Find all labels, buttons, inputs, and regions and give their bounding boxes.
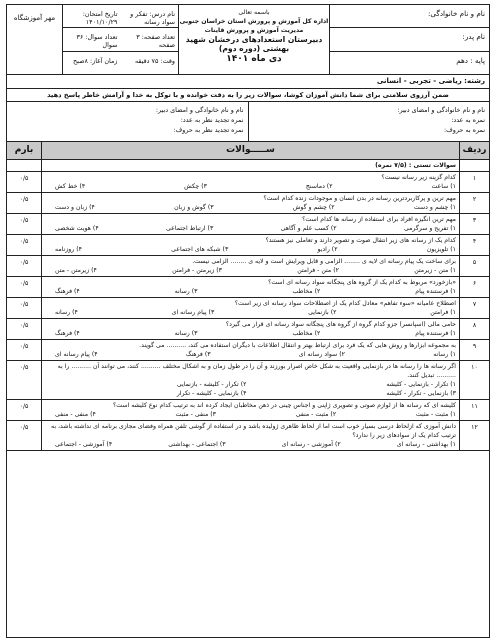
- exam-details: [7, 5, 179, 74]
- question-row: [7, 214, 489, 235]
- question-number: ۴: [459, 235, 489, 255]
- answer-option[interactable]: ۲) دماسنج: [305, 183, 333, 190]
- question-body: [41, 193, 459, 213]
- question-row: [7, 400, 489, 421]
- answer-option[interactable]: ۴) آموزشی - اجتماعی: [55, 441, 113, 448]
- question-body: [41, 340, 459, 360]
- answer-option[interactable]: ۱) تکرار - بازنمایی - کلیشه: [386, 381, 456, 388]
- start-time-label: زمان آغاز: ۸صبح: [73, 56, 118, 65]
- question-row: [7, 193, 489, 214]
- answer-option[interactable]: ۱) فرامتن: [430, 309, 456, 316]
- answer-options: [45, 410, 456, 419]
- question-number: ۵: [459, 256, 489, 276]
- answer-option[interactable]: ۱) رسانه: [433, 351, 456, 358]
- answer-option[interactable]: ۲) رادیو: [317, 246, 338, 253]
- question-score: ۰/۵: [19, 259, 29, 266]
- question-text: اصطلاح عامیانه «سوء تفاهم» معادل کدام یک از اصطلاحات سواد رسانه ای زیر است؟: [234, 300, 456, 307]
- question-row: [7, 256, 489, 277]
- answer-options: [45, 440, 456, 449]
- question-row: [7, 361, 489, 400]
- question-row: [7, 235, 489, 256]
- exam-header: [7, 5, 489, 75]
- review-signature-label: نام و نام خانوادگی و امضای دبیر:: [155, 106, 244, 114]
- answer-option[interactable]: ۱) فرستنده پیام: [415, 330, 456, 337]
- question-body: [41, 277, 459, 297]
- question-body: [41, 361, 459, 399]
- answer-option[interactable]: ۴) رسانه: [55, 309, 78, 316]
- question-score: ۰/۵: [19, 175, 29, 182]
- question-body: [41, 172, 459, 192]
- question-text: دانش آموزی که ازلحاظ درسی بسیار خوب است اما از لحاظ ظاهری ژولیده باشد و در استفاده از گوشی تلفن همراه وفضای مجازی برنامه ای نداشته باشد، به ترتیب کدام یک از سوادهای زیر را ندارد؟: [51, 423, 456, 439]
- question-number: ۱۲: [459, 421, 489, 450]
- question-number: ۱: [459, 172, 489, 192]
- question-text: حامی مالی (اسپانسر) جزو کدام گروه از گروه های پنجگانه سواد رسانه ای قرار می گیرد؟: [225, 321, 456, 328]
- department-line: اداره کل آموزش و پرورش استان خراسان جنوبی: [179, 18, 329, 25]
- answer-option[interactable]: ۲) تکرار - کلیشه - بازنمایی: [176, 381, 247, 388]
- question-score: ۰/۵: [19, 280, 29, 287]
- answer-options: [45, 380, 456, 398]
- question-number: ۸: [459, 319, 489, 339]
- review-letters-label: نمره تجدید نظر به حروف:: [173, 126, 244, 134]
- answer-option[interactable]: ۴) پیام رسانه ای: [55, 351, 98, 358]
- field-row: رشته: ریاضی - تجربی - انسانی: [7, 75, 489, 89]
- answer-option[interactable]: ۳) منفی - مثبت: [175, 411, 216, 418]
- section-title: سوالات تستی : (۷/۵ نمره): [41, 160, 459, 171]
- question-row: [7, 421, 489, 451]
- question-body: [41, 421, 459, 450]
- answer-option[interactable]: ۲) بازنمایی: [308, 309, 337, 316]
- answer-option[interactable]: ۳) زیرمتن - فرامتن: [172, 267, 222, 274]
- question-score: ۰/۵: [19, 196, 29, 203]
- answer-options: [45, 224, 456, 233]
- question-row: [7, 319, 489, 340]
- answer-options: [45, 350, 456, 359]
- answer-option[interactable]: ۳) شبکه های اجتماعی: [171, 246, 229, 253]
- answer-option[interactable]: ۴) هویت شخصی: [55, 225, 99, 232]
- student-name-field[interactable]: نام و نام خانوادگی:: [330, 5, 489, 28]
- questions-table-header: [7, 142, 489, 160]
- school-seal: مهر آموزشگاه: [7, 5, 63, 74]
- answer-option[interactable]: ۲) آموزشی - رسانه ای: [281, 441, 341, 448]
- answer-option[interactable]: ۳) رسانه: [174, 330, 198, 337]
- answer-option[interactable]: ۱) مثبت - مثبت: [415, 411, 456, 418]
- question-body: [41, 214, 459, 234]
- question-body: [41, 235, 459, 255]
- exam-sheet: [6, 4, 490, 638]
- question-text: اگر رسانه ها را رسانه ها در بازنمایی واقعیت به شکل خاص اصرار بورزند و آن را در طول زمان و به اشکال مختلف .......... کنند، می توانند آن .......... را به .......... تبدیل کنند.: [57, 363, 456, 379]
- answer-option[interactable]: ۱) فرستنده پیام: [415, 288, 456, 295]
- question-body: [41, 256, 459, 276]
- answer-option[interactable]: ۴) زبان و دست: [55, 204, 95, 211]
- question-text: مهم ترین و پرکاربردترین رسانه در بدن انسان و موجودات زنده کدام است؟: [263, 195, 456, 202]
- question-number: ۳: [459, 214, 489, 234]
- grade-field: پایه : دهم: [456, 55, 485, 65]
- answer-option[interactable]: ۲) کسب علم و آگاهی: [280, 225, 337, 232]
- answer-option[interactable]: ۱) چشم و دست: [413, 204, 456, 211]
- question-text: کدام گزینه زیر رسانه نیست؟: [381, 174, 456, 181]
- answer-option[interactable]: ۲) مثبت - منفی: [295, 411, 337, 418]
- answer-option[interactable]: ۲) مخاطب: [292, 288, 321, 295]
- question-row: [7, 172, 489, 193]
- question-text: کدام یک از رسانه های زیر انتقال صوت و تصویر دارند و تعاملی نیز هستند؟: [265, 237, 456, 244]
- answer-option[interactable]: ۴) بازنمایی - کلیشه - تکرار: [176, 390, 247, 397]
- question-number: ۹: [459, 340, 489, 360]
- answer-option[interactable]: ۲) مخاطب: [292, 330, 321, 337]
- question-number: ۱۱: [459, 400, 489, 420]
- question-score: ۰/۵: [19, 364, 29, 371]
- answer-option[interactable]: ۴) منفی - منفی: [55, 411, 96, 418]
- answer-option[interactable]: ۳) فرهنگ: [185, 351, 211, 358]
- review-number-label: نمره تجدید نظر به عدد:: [180, 116, 244, 124]
- question-score: ۰/۵: [19, 403, 29, 410]
- answer-option[interactable]: ۳) ارتباط اجتماعی: [165, 225, 214, 232]
- duration-label: وقت: ۷۵ دقیقه: [134, 56, 175, 65]
- teacher-grade-box: [249, 102, 490, 141]
- answer-option[interactable]: ۱) متن - زیرمتن: [414, 267, 456, 274]
- score-header: بارم: [14, 145, 34, 155]
- father-name-field[interactable]: نام پدر:: [330, 28, 489, 51]
- answer-options: [45, 287, 456, 296]
- answer-option[interactable]: ۲) متن - فرامتن: [297, 267, 339, 274]
- student-info: [329, 5, 489, 74]
- question-number: ۱۰: [459, 361, 489, 399]
- answer-option[interactable]: ۴) زیرمتن - متن: [55, 267, 97, 274]
- question-score: ۰/۵: [19, 343, 29, 350]
- question-number: ۷: [459, 298, 489, 318]
- question-text: کلیشه ای که رسانه ها از لوازم صوتی و تصویری ژاپنی و اجناس چینی در ذهن مخاطبان ایجاد کرده اند به ترتیب کدام نوع کلیشه است؟: [112, 402, 456, 409]
- question-text: مهم ترین انگیزه افراد برای استفاده از رسانه ها کدام است؟: [302, 216, 456, 223]
- answer-options: [45, 203, 456, 212]
- answer-option[interactable]: ۳) چکش: [184, 183, 207, 190]
- answer-option[interactable]: ۳) پیام رسانه ای: [171, 309, 215, 316]
- answer-options: [45, 245, 456, 254]
- instructions-banner: ضمن آرزوی سلامتی برای شما دانش آموزان کوشا، سوالات زیر را به دقت خوانده و با توکل به خدا و آرامش خاطر پاسخ دهید: [7, 89, 489, 102]
- answer-option[interactable]: ۴) خط کش: [55, 183, 86, 190]
- answer-option[interactable]: ۴) فرهنگ: [55, 288, 80, 295]
- question-row: [7, 277, 489, 298]
- question-score: ۰/۵: [19, 424, 29, 431]
- answer-option[interactable]: ۱) ساعت: [431, 183, 456, 190]
- question-body: [41, 298, 459, 318]
- answer-option[interactable]: ۳) رسانه: [174, 288, 198, 295]
- answer-option[interactable]: ۱) تفریح و سرگرمی: [403, 225, 456, 232]
- question-number: ۶: [459, 277, 489, 297]
- question-count-label: تعداد سوال: ۳۶ سوال: [63, 28, 121, 51]
- question-row: [7, 340, 489, 361]
- answer-options: [45, 308, 456, 317]
- question-score: ۰/۵: [19, 217, 29, 224]
- answer-option[interactable]: ۴) روزنامه: [55, 246, 82, 253]
- answer-option[interactable]: ۱) بهداشتی - رسانه ای: [396, 441, 456, 448]
- review-grade-box: [7, 102, 249, 141]
- row-header: ردیف: [459, 142, 489, 159]
- bismillah: باسمه تعالی: [238, 9, 270, 16]
- subject-label: نام درس: تفکر و سواد رسانه: [121, 5, 179, 28]
- pages-label: تعداد صفحه: ۳ صفحه: [121, 28, 179, 51]
- answer-options: [45, 182, 456, 191]
- question-text: «بازخورد» مربوط به کدام یک از گروه های پنجگانه سواد رسانه ای است؟: [268, 279, 456, 286]
- questions-header: ســـــوالات: [41, 142, 459, 159]
- answer-option[interactable]: ۱) تلویزیون: [426, 246, 456, 253]
- answer-options: [45, 266, 456, 275]
- exam-month: دی ماه ۱۴۰۱: [226, 54, 282, 64]
- answer-option[interactable]: ۳) گوش و زبان: [174, 204, 214, 211]
- answer-options: [45, 329, 456, 338]
- score-number-label: نمره به عدد:: [451, 116, 485, 124]
- answer-option[interactable]: ۲) چشم و گوش: [292, 204, 335, 211]
- question-row: [7, 298, 489, 319]
- answer-option[interactable]: ۴) فرهنگ: [55, 330, 80, 337]
- question-text: برای ساخت یک پیام رسانه ای لایه ی ........ الزامی و قابل ویرایش است و لایه ی ........ الزامی نیست.: [192, 258, 456, 265]
- section-row: [7, 160, 489, 172]
- question-score: ۰/۵: [19, 238, 29, 245]
- question-body: [41, 400, 459, 420]
- exam-date-label: تاریخ امتحان: ۱۴۰۱/۱۰/۲۹: [63, 5, 121, 28]
- teacher-signature-label: نام و نام خانوادگی و امضای دبیر:: [397, 106, 485, 114]
- score-letters-label: نمره به حروف:: [444, 126, 485, 134]
- question-body: [41, 319, 459, 339]
- questions-list: [7, 172, 489, 451]
- answer-option[interactable]: ۳) اجتماعی - بهداشتی: [168, 441, 226, 448]
- management-line: مدیریت آموزش و پرورش قاینات: [204, 27, 304, 34]
- school-title: [179, 5, 329, 74]
- question-number: ۲: [459, 193, 489, 213]
- question-score: ۰/۵: [19, 301, 29, 308]
- question-score: ۰/۵: [19, 322, 29, 329]
- answer-option[interactable]: ۲) سواد رسانه ای: [298, 351, 345, 358]
- grading-box: [7, 102, 489, 142]
- answer-option[interactable]: ۳) بازنمایی - تکرار - کلیشه: [386, 390, 456, 397]
- question-text: به مجموعه ابزارها و روش هایی که یک فرد برای ارتباط بهتر و انتقال اطلاعات با دیگران استفاده می کند، .......... می گویند.: [139, 342, 456, 349]
- school-name: دبیرستان استعدادهای درخشان شهید بهشتی (دوره دوم): [185, 35, 323, 53]
